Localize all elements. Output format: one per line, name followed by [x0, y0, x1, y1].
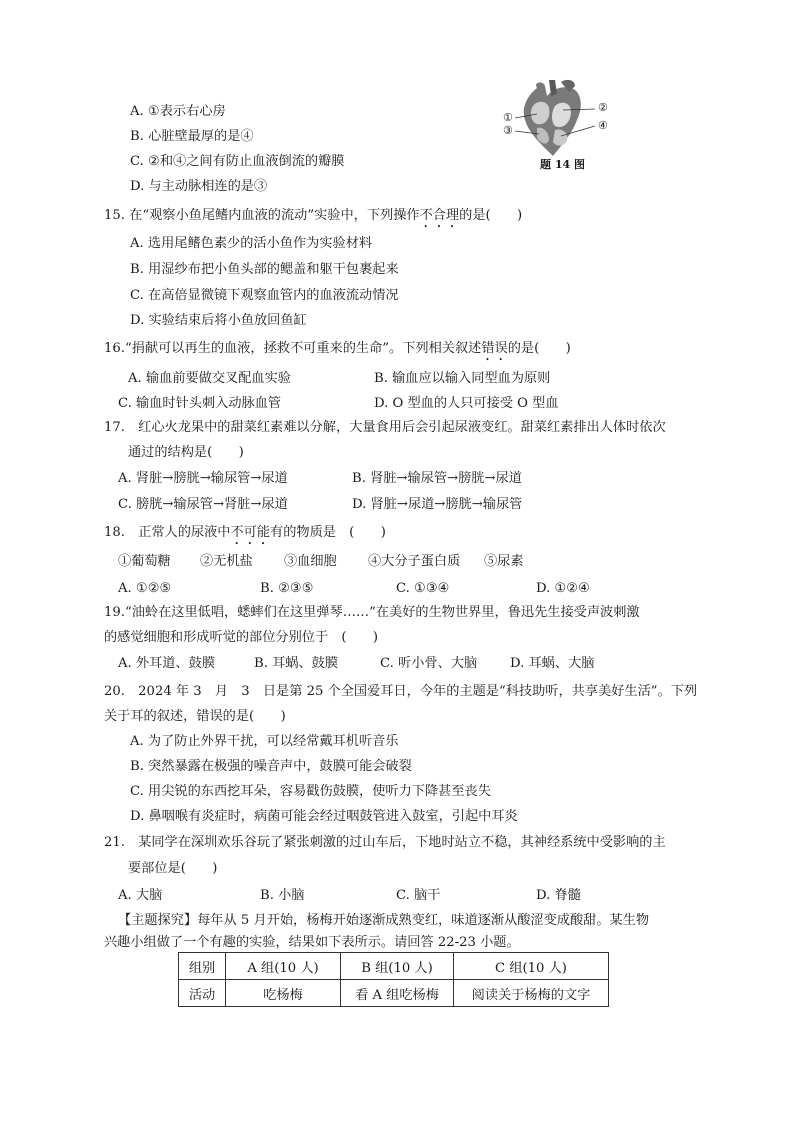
q20-stem-line1: 20. 2024 年 3 月 3 日是第 25 个全国爱耳日，今年的主题是“科技助听，共享美好生活”。下列: [104, 684, 698, 699]
figure-label-3: ③: [503, 124, 513, 137]
q18-item-2: ②无机盐: [200, 554, 253, 569]
q21-stem-line1: 21. 某同学在深圳欢乐谷玩了紧张刺激的过山车后，下地时站立不稳，其神经系统中受影响的主: [104, 835, 666, 850]
q21-option-d: D. 脊髓: [536, 888, 581, 903]
q18-item-4: ④大分子蛋白质: [368, 554, 461, 569]
q21-option-b: B. 小脑: [260, 888, 305, 903]
q18-option-b: B. ②③⑤: [260, 581, 314, 596]
q16-option-b: B. 输血应以输入同型血为原则: [374, 371, 551, 386]
q16-option-c: C. 输血时针头刺入动脉血管: [118, 396, 282, 411]
figure-label-4: ④: [598, 119, 608, 132]
q20-option-c: C. 用尖锐的东西挖耳朵，容易戳伤鼓膜，使听力下降甚至丧失: [130, 784, 491, 799]
q16-option-a: A. 输血前要做交叉配血实验: [128, 371, 291, 386]
topic-line2: 兴趣小组做了一个有趣的实验，结果如下表所示。请回答 22-23 小题。: [104, 935, 520, 950]
q20-option-d: D. 鼻咽喉有炎症时，病菌可能会经过咽鼓管进入鼓室，引起中耳炎: [130, 809, 518, 824]
q18-option-d: D. ①②④: [536, 581, 590, 596]
q18-option-c: C. ①③④: [396, 581, 450, 596]
table-cell: 组别: [179, 953, 226, 980]
q20-stem-line2: 关于耳的叙述，错误的是( ): [104, 709, 286, 724]
q21-stem-line2: 要部位是( ): [128, 861, 218, 876]
q17-option-b: B. 肾脏→输尿管→膀胱→尿道: [352, 471, 522, 486]
q15-stem: 15. 在“观察小鱼尾鳍内血液的流动”实验中，下列操作不合理的是( ): [104, 208, 523, 223]
q18-option-a: A. ①②⑤: [118, 581, 172, 596]
q18-stem: 18. 正常人的尿液中不可能有的物质是 ( ): [104, 525, 386, 540]
table-row: [179, 953, 609, 980]
q15-option-c: C. 在高倍显微镜下观察血管内的血液流动情况: [130, 288, 399, 303]
figure-caption: 题 14 图: [540, 158, 585, 171]
table-cell: 阅读关于杨梅的文字: [454, 980, 609, 1007]
q16-option-d: D. O 型血的人只可接受 O 型血: [374, 396, 559, 411]
q21-option-c: C. 脑干: [396, 888, 441, 903]
q14-option-a: A. ①表示右心房: [130, 104, 226, 119]
table-cell: 看 A 组吃杨梅: [341, 980, 454, 1007]
q17-option-c: C. 膀胱→输尿管→肾脏→尿道: [118, 497, 288, 512]
q21-option-a: A. 大脑: [118, 888, 163, 903]
q18-item-5: ⑤尿素: [484, 554, 524, 569]
topic-line1: 【主题探究】每年从 5 月开始，杨梅开始逐渐成熟变红，味道逐渐从酸涩变成酸甜。某生物: [118, 913, 650, 928]
table-cell: 吃杨梅: [226, 980, 341, 1007]
q19-stem-line2: 的感觉细胞和形成听觉的部位分别位于 ( ): [104, 630, 379, 645]
q15-option-b: B. 用湿纱布把小鱼头部的鳃盖和躯干包裹起来: [130, 262, 399, 277]
q17-stem-line2: 通过的结构是( ): [128, 445, 244, 460]
q20-option-a: A. 为了防止外界干扰，可以经常戴耳机听音乐: [130, 734, 399, 749]
table-cell: C 组(10 人): [454, 953, 609, 980]
q17-option-a: A. 肾脏→膀胱→输尿管→尿道: [118, 471, 288, 486]
q20-option-b: B. 突然暴露在极强的噪音声中，鼓膜可能会破裂: [130, 759, 412, 774]
q18-item-3: ③血细胞: [284, 554, 337, 569]
q18-item-1: ①葡萄糖: [118, 554, 171, 569]
table-cell: 活动: [179, 980, 226, 1007]
q19-option-c: C. 听小骨、大脑: [380, 656, 478, 671]
figure-label-1: ①: [503, 111, 513, 124]
q19-option-d: D. 耳蜗、大脑: [510, 656, 595, 671]
q19-option-b: B. 耳蜗、鼓膜: [254, 656, 339, 671]
q15-option-a: A. 选用尾鳍色素少的活小鱼作为实验材料: [130, 236, 373, 251]
q19-stem-line1: 19.“油蛉在这里低唱，蟋蟀们在这里弹琴……”在美好的生物世界里，鲁迅先生接受声波刺激: [104, 605, 640, 620]
q14-option-c: C. ②和④之间有防止血液倒流的瓣膜: [130, 154, 345, 169]
q16-stem: 16.“捐献可以再生的血液，拯救不可重来的生命”。下列相关叙述错误的是( ): [104, 341, 571, 356]
table-row: [179, 980, 609, 1007]
q17-option-d: D. 肾脏→尿道→膀胱→输尿管: [352, 497, 523, 512]
q14-option-b: B. 心脏壁最厚的是④: [130, 129, 254, 144]
group-table: [178, 952, 609, 1007]
table-cell: A 组(10 人): [226, 953, 341, 980]
q17-stem-line1: 17. 红心火龙果中的甜菜红素难以分解，大量食用后会引起尿液变红。甜菜红素排出人体时依次: [104, 420, 666, 435]
q19-option-a: A. 外耳道、鼓膜: [118, 656, 216, 671]
table-cell: B 组(10 人): [341, 953, 454, 980]
q15-option-d: D. 实验结束后将小鱼放回鱼缸: [130, 313, 307, 328]
figure-label-2: ②: [598, 101, 608, 114]
q14-option-d: D. 与主动脉相连的是③: [130, 179, 268, 194]
